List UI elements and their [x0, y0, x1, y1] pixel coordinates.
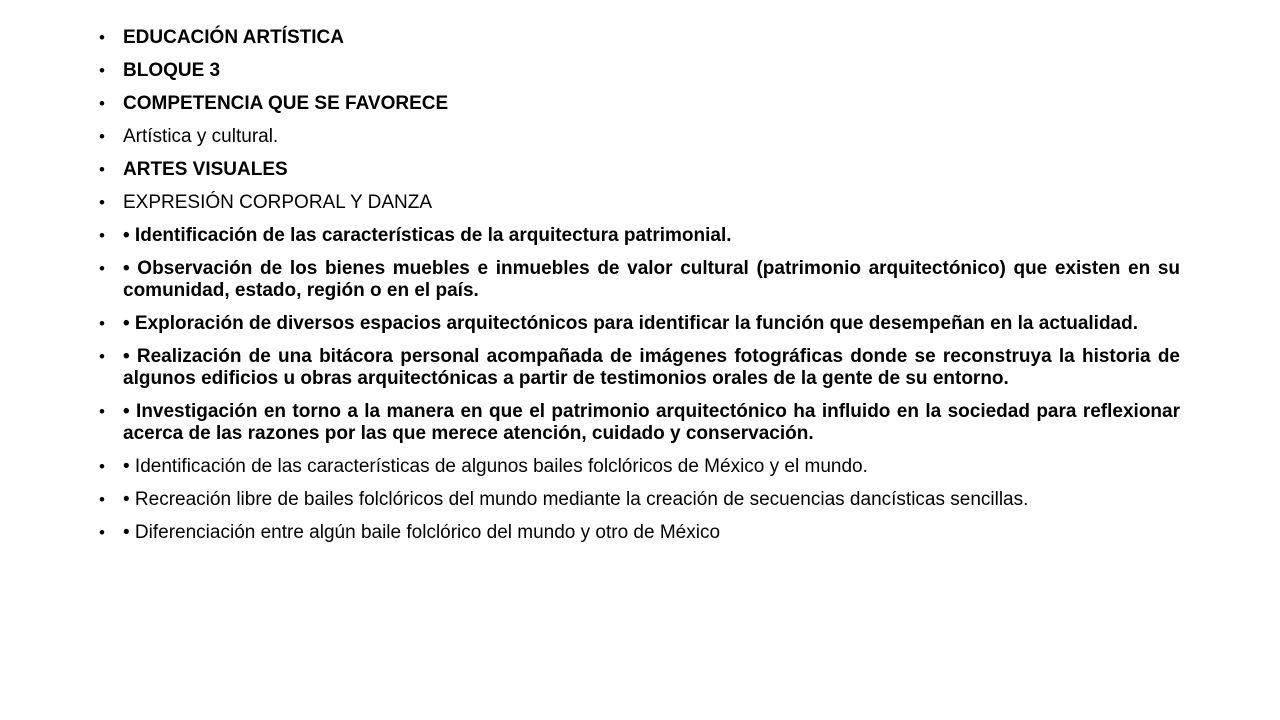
bullet-text-competence-heading: COMPETENCIA QUE SE FAVORECE: [123, 93, 449, 114]
bullet-text-content: • Recreación libre de bailes folclóricos del mundo mediante la creación de secuencias dancísticas sencillas.: [123, 489, 1029, 510]
bullet-item: [99, 27, 1180, 49]
bullet-icon: •: [99, 94, 105, 113]
bullet-icon: •: [99, 61, 105, 80]
bullet-text-content: • Realización de una bitácora personal acompañada de imágenes fotográficas donde se reconstruya la historia de algunos edificios u obras arquitectónicas a partir de testimonios orales de la gente de su entorno.: [123, 346, 1180, 389]
bullet-item: [99, 258, 1180, 302]
bullet-text-competence: Artística y cultural.: [123, 126, 279, 147]
bullet-item: [99, 346, 1180, 390]
bullet-icon: •: [99, 347, 105, 366]
bullet-list: [99, 27, 1180, 544]
bullet-text-content: • Investigación en torno a la manera en que el patrimonio arquitectónico ha influido en la sociedad para reflexionar acerca de las razones por las que merece atención, cuidado y conservación.: [123, 401, 1180, 444]
bullet-item: [99, 126, 1180, 148]
bullet-item: [99, 313, 1180, 335]
bullet-text-content: • Diferenciación entre algún baile folclórico del mundo y otro de México: [123, 522, 721, 543]
bullet-text-content: • Identificación de las características de la arquitectura patrimonial.: [123, 225, 732, 246]
bullet-icon: •: [99, 160, 105, 179]
bullet-icon: •: [99, 402, 105, 421]
bullet-text-visual-arts: ARTES VISUALES: [123, 159, 288, 180]
bullet-item: [99, 522, 1180, 544]
bullet-icon: •: [99, 490, 105, 509]
bullet-icon: •: [99, 259, 105, 278]
bullet-icon: •: [99, 193, 105, 212]
bullet-text-subject: EDUCACIÓN ARTÍSTICA: [123, 27, 344, 48]
bullet-item: [99, 93, 1180, 115]
bullet-icon: •: [99, 523, 105, 542]
bullet-text-dance: EXPRESIÓN CORPORAL Y DANZA: [123, 192, 433, 213]
bullet-icon: •: [99, 226, 105, 245]
bullet-icon: •: [99, 457, 105, 476]
bullet-item: [99, 192, 1180, 214]
bullet-icon: •: [99, 127, 105, 146]
bullet-text-block: BLOQUE 3: [123, 60, 221, 81]
bullet-icon: •: [99, 28, 105, 47]
bullet-item: [99, 456, 1180, 478]
bullet-item: [99, 60, 1180, 82]
bullet-text-content: • Exploración de diversos espacios arquitectónicos para identificar la función que desempeñan en la actualidad.: [123, 313, 1138, 334]
bullet-item: [99, 159, 1180, 181]
bullet-item: [99, 401, 1180, 445]
bullet-text-content: • Identificación de las características de algunos bailes folclóricos de México y el mundo.: [123, 456, 868, 477]
bullet-item: [99, 225, 1180, 247]
bullet-item: [99, 489, 1180, 511]
bullet-icon: •: [99, 314, 105, 333]
bullet-text-content: • Observación de los bienes muebles e inmuebles de valor cultural (patrimonio arquitectónico) que existen en su comunidad, estado, región o en el país.: [123, 258, 1180, 301]
